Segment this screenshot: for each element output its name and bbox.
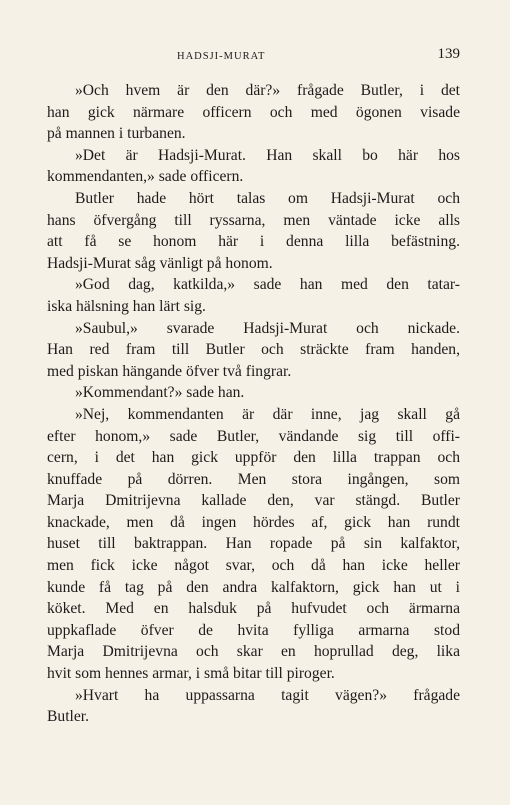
text-line: Hadsji-Murat såg vänligt på honom.	[47, 254, 273, 272]
text-line: »Saubul,» svarade Hadsji-Murat och nickade.	[75, 319, 460, 337]
text-line: hvit som hennes armar, i små bitar till piroger.	[47, 665, 335, 683]
text-line: efter honom,» sade Butler, vändande sig till offi-	[47, 427, 460, 445]
text-line: hans öfvergång till ryssarna, men väntade icke alls	[47, 211, 460, 229]
text-line: Butler hade hört talas om Hadsji-Murat och	[75, 189, 460, 207]
text-line: »God dag, katkilda,» sade han med den tatar-	[75, 276, 460, 294]
page-header	[47, 46, 460, 66]
text-line: Han red fram till Butler och sträckte fram handen,	[47, 341, 460, 359]
text-line: »Kommendant?» sade han.	[75, 384, 245, 402]
text-line: med piskan hängande öfver två fingrar.	[47, 362, 292, 380]
text-line: »Hvart ha uppassarna tagit vägen?» frågade	[75, 686, 460, 704]
text-line: knuffade på dörren. Men stora ingången, som	[47, 470, 460, 488]
body-text	[47, 80, 460, 728]
text-line: iska hälsning han lärt sig.	[47, 297, 206, 315]
text-line: köket. Med en halsduk på hufvudet och ärmarna	[47, 600, 460, 618]
text-line: cern, i det han gick uppför den lilla trappan och	[47, 449, 460, 467]
text-line: »Nej, kommendanten är där inne, jag skall gå	[75, 405, 460, 423]
page-number: 139	[437, 46, 460, 62]
text-line: men fick icke något svar, och då han icke heller	[47, 557, 460, 575]
text-line: Butler.	[47, 708, 90, 726]
text-line: »Det är Hadsji-Murat. Han skall bo här hos	[75, 146, 460, 164]
text-line: att få se honom här i denna lilla befästning.	[47, 233, 460, 251]
text-line: kunde få tag på den andra kalfaktorn, gick han ut i	[47, 578, 460, 596]
text-line: huset till baktrappan. Han ropade på sin kalfaktor,	[47, 535, 460, 553]
text-line: uppkaflade öfver de hvita fylliga armarna stod	[47, 621, 460, 639]
text-line: på mannen i turbanen.	[47, 125, 186, 143]
text-line: knackade, men då ingen hördes af, gick han rundt	[47, 513, 460, 531]
text-line: kommendanten,» sade officern.	[47, 168, 244, 186]
text-line: »Och hvem är den där?» frågade Butler, i det	[75, 82, 460, 99]
running-head: HADSJI-MURAT	[177, 51, 266, 62]
text-line: Marja Dmitrijevna kallade den, var stängd. Butler	[47, 492, 460, 510]
text-line: Marja Dmitrijevna och skar en hoprullad deg, lika	[47, 643, 460, 661]
text-line: han gick närmare officern och med ögonen visade	[47, 103, 460, 121]
